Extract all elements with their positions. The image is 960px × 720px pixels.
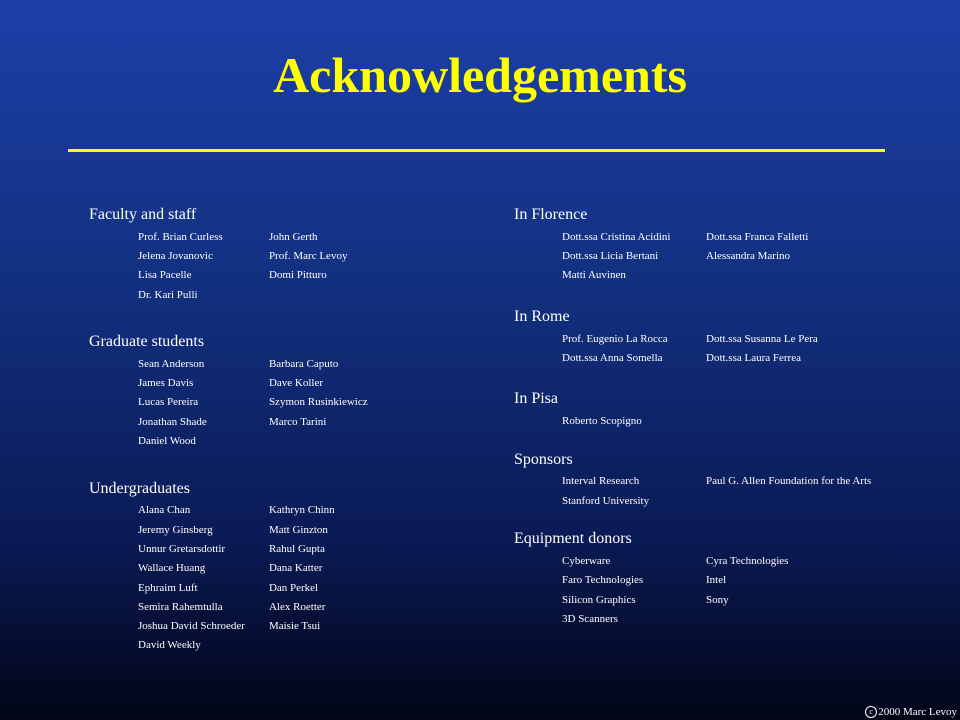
right-column: [514, 204, 954, 629]
person-name: Szymon Rusinkiewicz: [268, 396, 368, 409]
person-name: Rahul Gupta: [268, 542, 325, 555]
person-name: Barbara Caputo: [268, 357, 339, 370]
name-row: [89, 285, 469, 304]
name-row: [514, 227, 954, 246]
name-row: [89, 539, 469, 558]
person-name: Semira Rahemtulla: [138, 600, 223, 613]
person-name: Matt Ginzton: [268, 523, 328, 536]
person-name: Prof. Brian Curless: [138, 230, 223, 243]
section-heading: Faculty and staff: [89, 206, 197, 223]
person-name: Dott.ssa Cristina Acidini: [562, 230, 671, 243]
florence-section: [514, 204, 954, 285]
person-name: Jelena Jovanovic: [138, 249, 213, 262]
name-row: [89, 412, 469, 431]
person-name: Domi Pitturo: [268, 269, 327, 282]
person-name: Lucas Pereira: [138, 396, 199, 409]
person-name: Silicon Graphics: [562, 593, 636, 606]
name-row: [514, 329, 954, 348]
section-heading: Undergraduates: [89, 479, 190, 497]
graduate-section: [89, 331, 469, 450]
name-row: [514, 472, 954, 491]
name-row: [514, 411, 954, 430]
name-list: [514, 227, 954, 285]
person-name: Daniel Wood: [138, 435, 196, 448]
left-column: [89, 204, 469, 655]
person-name: Jeremy Ginsberg: [138, 523, 213, 536]
title-underline: [68, 149, 885, 152]
name-row: [514, 246, 954, 265]
person-name: Sean Anderson: [138, 357, 205, 370]
section-heading: Equipment donors: [514, 530, 632, 548]
person-name: Dan Perkel: [268, 581, 319, 594]
equipment-section: [514, 528, 954, 628]
copyright-icon: c: [865, 706, 877, 718]
person-name: Stanford University: [562, 494, 650, 507]
person-name: 3D Scanners: [562, 612, 618, 625]
pisa-section: [514, 388, 954, 430]
person-name: Alex Roetter: [268, 600, 326, 613]
name-row: [514, 491, 954, 510]
name-row: [89, 393, 469, 412]
name-row: [89, 616, 469, 635]
person-name: Unnur Gretarsdottir: [138, 542, 226, 555]
person-name: James Davis: [138, 377, 194, 390]
person-name: Marco Tarini: [268, 415, 327, 428]
sponsors-section: [514, 449, 954, 511]
person-name: Roberto Scopigno: [562, 415, 642, 428]
name-row: [514, 551, 954, 570]
name-list: [89, 501, 469, 655]
person-name: Dott.ssa Laura Ferrea: [706, 351, 801, 364]
footer-credit: [865, 705, 957, 719]
name-list: [514, 551, 954, 628]
person-name: Wallace Huang: [138, 562, 206, 575]
person-name: Joshua David Schroeder: [138, 620, 245, 633]
name-list: [514, 472, 954, 511]
person-name: Interval Research: [562, 475, 640, 488]
person-name: Dott.ssa Anna Somella: [562, 351, 663, 364]
person-name: Lisa Pacelle: [138, 269, 192, 282]
person-name: Ephraim Luft: [138, 581, 198, 594]
person-name: Faro Technologies: [562, 574, 644, 587]
name-row: [89, 354, 469, 373]
person-name: Sony: [706, 593, 729, 606]
person-name: Paul G. Allen Foundation for the Arts: [706, 475, 872, 488]
name-row: [89, 373, 469, 392]
name-row: [514, 571, 954, 590]
name-row: [89, 559, 469, 578]
name-row: [89, 520, 469, 539]
person-name: Jonathan Shade: [138, 415, 207, 428]
section-heading: In Florence: [514, 206, 588, 223]
name-row: [514, 266, 954, 285]
person-name: Maisie Tsui: [268, 620, 321, 633]
person-name: David Weekly: [138, 639, 201, 652]
person-name: Dana Katter: [268, 562, 323, 575]
name-row: [89, 636, 469, 655]
person-name: Matti Auvinen: [562, 269, 626, 282]
rome-section: [514, 306, 954, 368]
name-row: [514, 609, 954, 628]
person-name: Alessandra Marino: [706, 249, 791, 262]
footer-author: Marc Levoy: [902, 706, 957, 718]
section-heading: In Rome: [514, 307, 570, 325]
name-row: [89, 431, 469, 450]
page-title: Acknowledgements: [273, 47, 687, 103]
person-name: John Gerth: [268, 230, 318, 243]
person-name: Alana Chan: [138, 504, 191, 517]
name-row: [89, 266, 469, 285]
person-name: Kathryn Chinn: [268, 504, 335, 517]
person-name: Cyra Technologies: [706, 555, 789, 568]
person-name: Dott.ssa Licia Bertani: [562, 249, 659, 262]
name-row: [89, 227, 469, 246]
person-name: Intel: [706, 574, 727, 587]
name-list: [514, 411, 954, 430]
person-name: Cyberware: [562, 555, 611, 568]
section-heading: In Pisa: [514, 390, 558, 408]
name-row: [514, 590, 954, 609]
person-name: Prof. Marc Levoy: [268, 249, 348, 262]
section-heading: Sponsors: [514, 450, 573, 468]
section-heading: Graduate students: [89, 333, 205, 351]
person-name: Dave Koller: [268, 377, 323, 390]
name-row: [89, 246, 469, 265]
name-list: [514, 329, 954, 368]
name-row: [89, 501, 469, 520]
name-row: [89, 597, 469, 616]
name-row: [89, 578, 469, 597]
person-name: Dott.ssa Franca Falletti: [706, 230, 809, 243]
name-row: [514, 348, 954, 367]
footer-year: 2000: [878, 706, 901, 718]
person-name: Dr. Kari Pulli: [138, 288, 198, 301]
undergrad-section: [89, 478, 469, 655]
faculty-section: [89, 204, 469, 304]
person-name: Prof. Eugenio La Rocca: [562, 332, 668, 345]
person-name: Dott.ssa Susanna Le Pera: [706, 332, 818, 345]
name-list: [89, 227, 469, 304]
name-list: [89, 354, 469, 450]
